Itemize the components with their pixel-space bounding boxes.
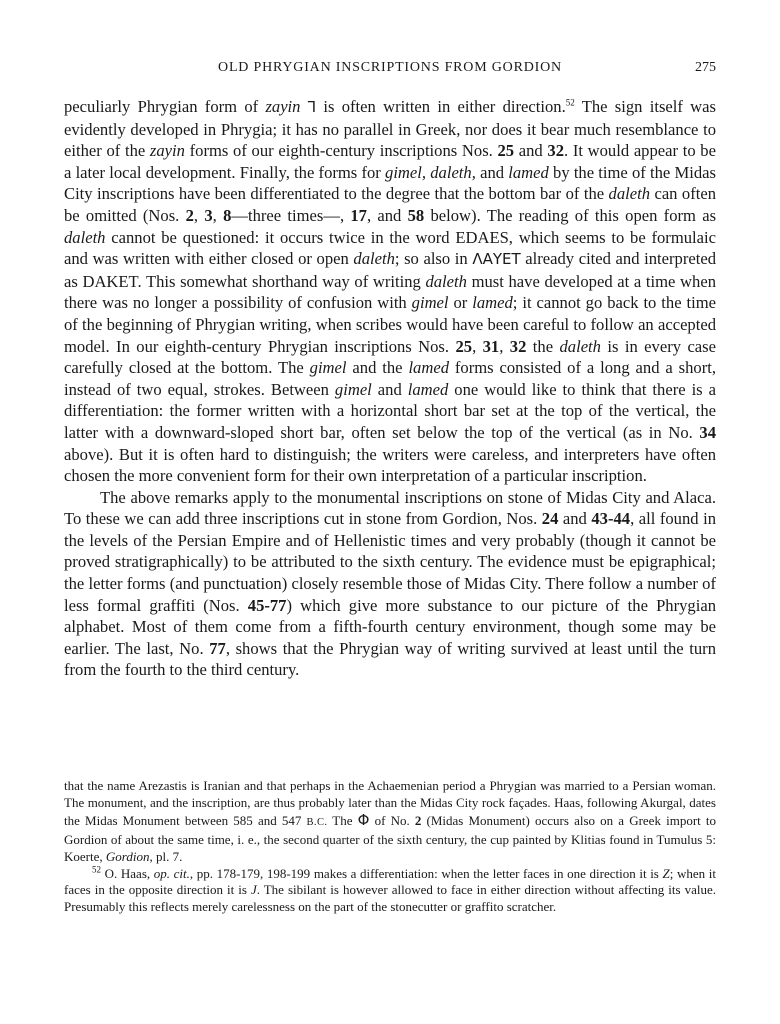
text: , shows that the Phrygian way of writing survived at least until the turn from the fourth to the third century. [64, 638, 716, 680]
text: , [472, 336, 483, 356]
italic-term: lamed [408, 358, 449, 378]
text: must have developed at a time when there was no longer a possibility of confusion with [64, 271, 716, 313]
text: , [193, 205, 205, 225]
italic-title: Gordion [105, 848, 150, 864]
inscription-number: 8 [223, 205, 232, 225]
italic-term: daleth [64, 227, 106, 247]
inscription-number: 2 [414, 812, 422, 828]
text: O. Haas, [101, 865, 154, 881]
text: can often be omitted (Nos. [64, 184, 717, 225]
inscription-number: 32 [547, 141, 564, 161]
text: , all found in the levels of the Persian Empire and of Hellenistic times and very probably (though it cannot be proved stratigraphically) to be attributed to the sixth century. The evidence must be epigraphical; the letter forms (and punctuation) closely resemble those of Midas City. There follow a number of less formal graffiti (Nos. [64, 509, 716, 615]
footnote-52 [64, 866, 716, 917]
text: below). The reading of this open form as [424, 205, 717, 225]
phrygian-word-glyph: ΛΑΥΕΤ [472, 250, 521, 269]
italic-term: gimel [334, 379, 372, 399]
inscription-number: 31 [482, 336, 500, 356]
italic-term: lamed [472, 293, 513, 313]
inscription-number: 2 [185, 205, 194, 225]
inscription-number: 24 [541, 509, 559, 529]
text: ; when it faces in the opposite direction it is [64, 865, 716, 898]
paragraph-2 [64, 487, 716, 681]
italic-term: daleth [425, 271, 467, 291]
zayin-glyph: Ꞁ [307, 98, 317, 116]
page-number: 275 [695, 60, 716, 75]
running-title: OLD PHRYGIAN INSCRIPTIONS FROM GORDION [218, 60, 562, 75]
inscription-number: 25 [497, 141, 515, 161]
text: that the name Arezastis is Iranian and that perhaps in the Achaemenian period a Phrygian was married to a Persian woman. The monument, and the inscription, are thus probably later than the Midas City rock façades. Haas, following Akurgal, dates the Midas Monument between 585 and 547 [64, 778, 716, 828]
main-text [64, 96, 716, 681]
italic-letter: J [250, 882, 257, 898]
era-abbreviation: B.C. [306, 816, 328, 828]
text: (Midas Monument) occurs also on a Greek import to Gordion of about the same time, i. e., the second quarter of the sixth century, the cup painted by Klitias found in Tumulus 5: Koerte, [64, 812, 717, 864]
inscription-number: 34 [699, 422, 716, 442]
text: and [514, 141, 548, 161]
inscription-number: 43-44 [591, 509, 631, 529]
text: and the [346, 358, 409, 378]
italic-term: gimel [411, 293, 449, 313]
italic-term: zayin [265, 97, 301, 116]
italic-term: daleth [353, 249, 395, 269]
inscription-number: 25 [455, 336, 473, 356]
text: The sign itself was evidently developed in Phrygia; it has no parallel in Greek, nor does it bear much resemblance to either of the [64, 97, 716, 161]
inscription-number: 3 [204, 205, 213, 225]
text: or [448, 293, 473, 313]
text: and [558, 509, 592, 529]
footnote-ref-52: 52 [565, 97, 575, 108]
inscription-number: 17 [350, 205, 367, 225]
italic-term: daleth [608, 184, 651, 204]
inscription-number: 77 [209, 638, 226, 658]
italic-term: gimel [309, 358, 347, 378]
text: , pp. 178-179, 198-199 makes a differentiation: when the letter faces in one direction it is [189, 865, 663, 881]
text: and [475, 162, 509, 182]
italic-term: lamed [508, 162, 549, 182]
text: is in every case carefully closed at the bottom. The [64, 336, 716, 378]
italic-letter: Z [662, 865, 670, 881]
italic-term: gimel, daleth, [385, 162, 476, 182]
inscription-number: 45-77 [247, 595, 287, 615]
text: , and [366, 205, 408, 225]
italic-term: daleth [559, 336, 601, 356]
text: of No. [369, 812, 415, 828]
inscription-number: 32 [509, 336, 527, 356]
italic-term: lamed [407, 379, 449, 399]
footnotes [64, 778, 716, 916]
text: by the time of the Midas City inscriptions have been differentiated to the degree that the bottom bar of the [64, 162, 716, 204]
text: , pl. 7. [149, 848, 183, 864]
text: ; it cannot go back to the time of the beginning of Phrygian writing, when scribes would have been careful to follow an accepted model. In our eighth-century Phrygian inscriptions Nos. [64, 293, 716, 356]
text: forms of our eighth-century inscriptions Nos. [184, 141, 498, 161]
text: the [526, 336, 560, 356]
text: . The sibilant is however allowed to face in either direction without affecting its value. Presumably this reflects merely carelessness on the part of the stonecutter or graffito scratcher. [64, 882, 717, 915]
text: peculiarly Phrygian form of [64, 97, 266, 116]
text: and [371, 379, 408, 399]
text: already cited and interpreted as DAKET. This somewhat shorthand way of writing [64, 249, 716, 291]
text: ) which give more substance to our picture of the Phrygian alphabet. Most of them come from a fifth-fourth century environment, though some may be earlier. The last, No. [64, 595, 716, 658]
text: —three times—, [231, 205, 351, 225]
footnote-number: 52 [92, 864, 101, 875]
text: above). But it is often hard to distinguish; the writers were careless, and interpreters have often chosen the more convenient form for their own interpretation of a particular inscription. [64, 444, 716, 486]
text: . It would appear to be a later local development. Finally, the forms for [64, 141, 716, 182]
footnote-continuation [64, 778, 716, 866]
text: one would like to think that there is a differentiation: the former written with a horizontal short bar set at the top of the vertical, the latter with a downward-sloped short bar, often set below the top of the vertical (as in No. [64, 379, 716, 442]
running-header [64, 58, 716, 82]
text: forms consisted of a long and a short, instead of two equal, strokes. Between [64, 358, 716, 399]
phi-glyph: Φ [357, 810, 370, 829]
text: The above remarks apply to the monumental inscriptions on stone of Midas City and Alaca. To these we can add three inscriptions cut in stone from Gordion, Nos. [64, 487, 716, 529]
text: , [499, 336, 510, 356]
text: , [212, 205, 224, 225]
text: The [327, 812, 358, 828]
italic-term: op. cit. [153, 865, 190, 881]
inscription-number: 58 [407, 205, 425, 225]
paragraph-1 [64, 96, 716, 487]
text: ; so also in [394, 249, 473, 269]
italic-term: zayin [149, 141, 185, 161]
text: is often written in either direction. [316, 97, 566, 116]
text: cannot be questioned: it occurs twice in the word EDAES, which seems to be formulaic and was written with either closed or open [64, 227, 716, 269]
